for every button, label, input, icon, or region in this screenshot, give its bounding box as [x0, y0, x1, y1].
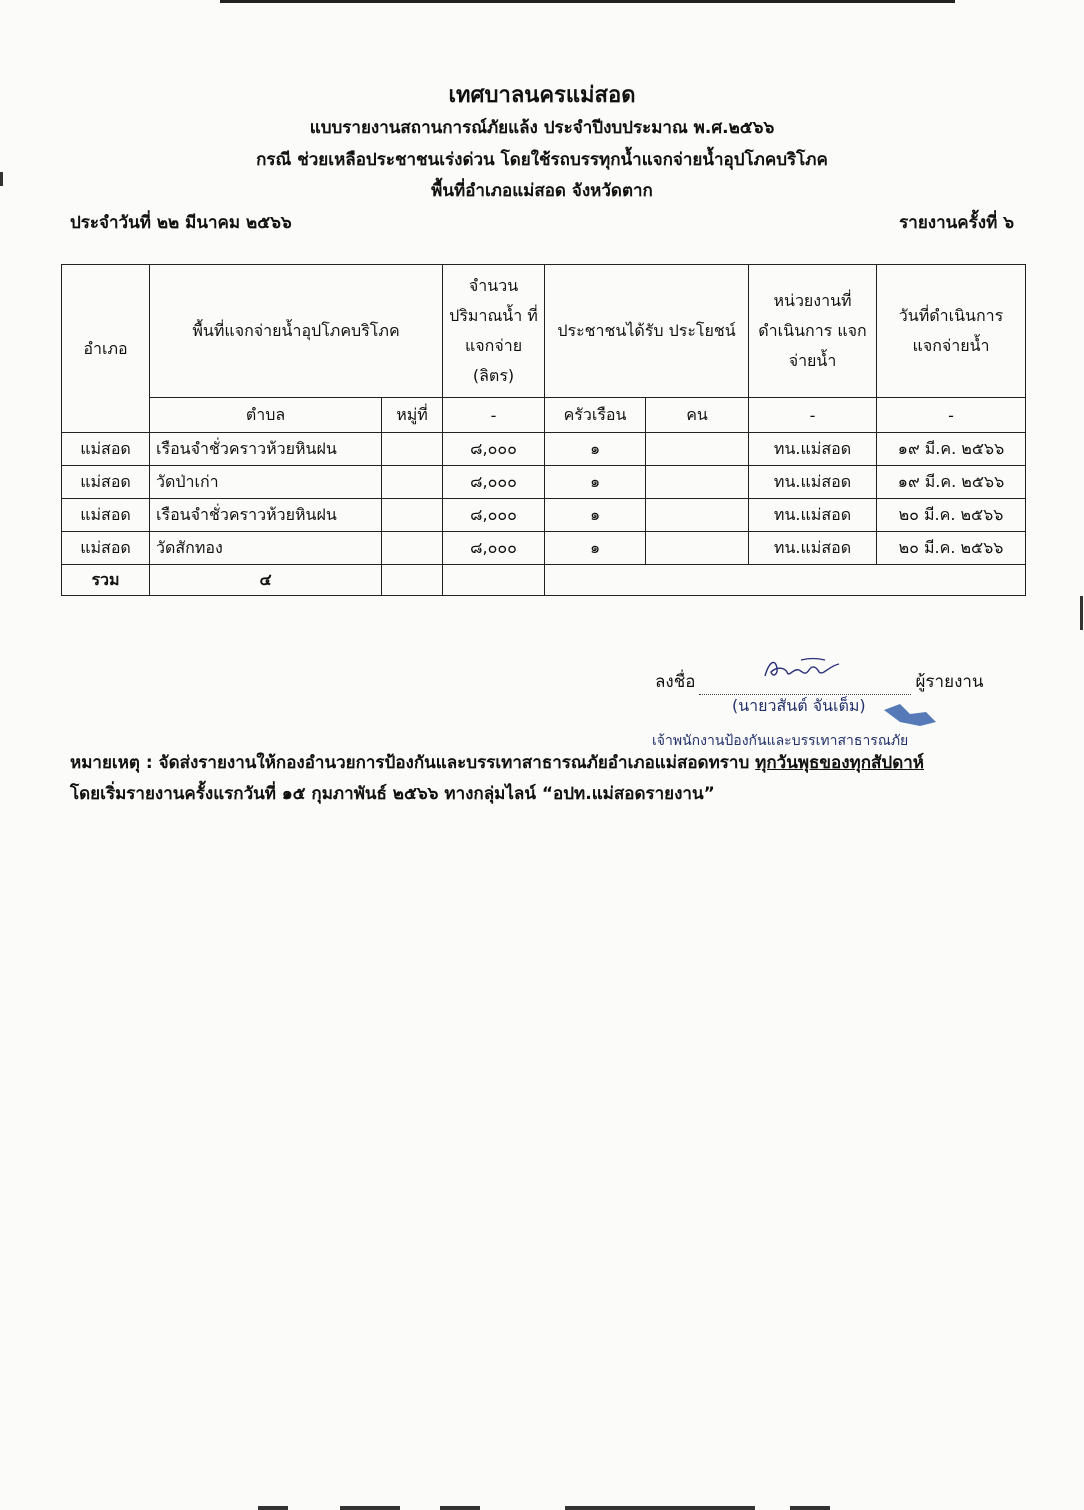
date-cell: ๑๙ มี.ค. ๒๕๖๖ [877, 433, 1026, 466]
report-table [61, 264, 1026, 596]
moo-cell [382, 433, 443, 466]
header-row [62, 265, 1026, 398]
total-volume-cell [443, 565, 545, 596]
bottom-edge-mark [258, 1506, 288, 1510]
total-moo-cell [382, 565, 443, 596]
sub-moo-header: หมู่ที่ [382, 398, 443, 433]
stamp-mark [880, 700, 940, 730]
person-cell [646, 532, 749, 565]
note-underlined-text: ทุกวันพุธของทุกสัปดาห์ [755, 753, 925, 773]
handwritten-signature [759, 654, 849, 688]
person-cell [646, 466, 749, 499]
case-line: กรณี ช่วยเหลือประชาชนเร่งด่วน โดยใช้รถบรรทุกน้ำแจกจ่ายน้ำอุปโภคบริโภค [256, 150, 828, 170]
table-row [62, 466, 1026, 499]
col-district-header: อำเภอ [62, 265, 150, 433]
sub-volume-header: - [443, 398, 545, 433]
district-cell: แม่สอด [62, 532, 150, 565]
total-remaining-cell [545, 565, 1026, 596]
person-cell [646, 499, 749, 532]
agency-cell: ทน.แม่สอด [749, 499, 877, 532]
sub-date-header: - [877, 398, 1026, 433]
bottom-edge-mark [790, 1506, 830, 1510]
report-date: ประจำวันที่ ๒๒ มีนาคม ๒๕๖๖ [70, 213, 292, 233]
signer-position: เจ้าพนักงานป้องกันและบรรเทาสาธารณภัย [652, 733, 909, 749]
volume-cell: ๘,๐๐๐ [443, 466, 545, 499]
table-row [62, 532, 1026, 565]
note-line-2: โดยเริ่มรายงานครั้งแรกวันที่ ๑๕ กุมภาพันธ์ ๒๕๖๖ ทางกลุ่มไลน์ “อปท.แม่สอดรายงาน” [70, 784, 715, 804]
report-number: รายงานครั้งที่ ๖ [899, 213, 1014, 233]
household-cell: ๑ [545, 466, 646, 499]
org-title: เทศบาลนครแม่สอด [448, 83, 636, 108]
area-line: พื้นที่อำเภอแม่สอด จังหวัดตาก [431, 181, 653, 201]
tambon-cell: เรือนจำชั่วคราวห้วยหินฝน [150, 433, 382, 466]
sub-tambon-header: ตำบล [150, 398, 382, 433]
note-main-text: หมายเหตุ : จัดส่งรายงานให้กองอำนวยการป้องกันและบรรเทาสาธารณภัยอำเภอแม่สอดทราบ [70, 753, 756, 773]
district-cell: แม่สอด [62, 433, 150, 466]
volume-cell: ๘,๐๐๐ [443, 433, 545, 466]
moo-cell [382, 466, 443, 499]
moo-cell [382, 499, 443, 532]
household-cell: ๑ [545, 499, 646, 532]
household-cell: ๑ [545, 532, 646, 565]
household-cell: ๑ [545, 433, 646, 466]
table-row [62, 433, 1026, 466]
total-value: ๔ [150, 565, 382, 596]
col-agency-header: หน่วยงานที่ ดำเนินการ แจกจ่ายน้ำ [749, 265, 877, 398]
total-label: รวม [62, 565, 150, 596]
signer-name: (นายวสันต์ จันเต็ม) [732, 696, 866, 715]
right-edge-mark [1080, 596, 1083, 630]
signature-dots [699, 676, 911, 695]
sub-household-header: ครัวเรือน [545, 398, 646, 433]
note-line-1 [70, 749, 924, 776]
reporter-label: ผู้รายงาน [915, 672, 984, 692]
table-row [62, 499, 1026, 532]
bottom-edge-mark [440, 1506, 480, 1510]
sign-label: ลงชื่อ [655, 672, 696, 692]
volume-cell: ๘,๐๐๐ [443, 499, 545, 532]
date-cell: ๒๐ มี.ค. ๒๕๖๖ [877, 532, 1026, 565]
district-cell: แม่สอด [62, 499, 150, 532]
signature-line [655, 668, 984, 695]
agency-cell: ทน.แม่สอด [749, 466, 877, 499]
col-volume-header: จำนวน ปริมาณน้ำ ที่แจกจ่าย (ลิตร) [443, 265, 545, 398]
col-benefit-header: ประชาชนได้รับ ประโยชน์ [545, 265, 749, 398]
sub-agency-header: - [749, 398, 877, 433]
bottom-edge-mark [340, 1506, 400, 1510]
date-cell: ๑๙ มี.ค. ๒๕๖๖ [877, 466, 1026, 499]
tambon-cell: วัดสักทอง [150, 532, 382, 565]
date-cell: ๒๐ มี.ค. ๒๕๖๖ [877, 499, 1026, 532]
bottom-edge-mark [565, 1506, 755, 1510]
sub-person-header: คน [646, 398, 749, 433]
col-area-header: พื้นที่แจกจ่ายน้ำอุปโภคบริโภค [150, 265, 443, 398]
agency-cell: ทน.แม่สอด [749, 433, 877, 466]
tambon-cell: วัดป่าเก่า [150, 466, 382, 499]
volume-cell: ๘,๐๐๐ [443, 532, 545, 565]
form-title: แบบรายงานสถานการณ์ภัยแล้ง ประจำปีงบประมาณ พ.ศ.๒๕๖๖ [309, 118, 775, 138]
top-border-line [220, 0, 955, 3]
moo-cell [382, 532, 443, 565]
col-date-header: วันที่ดำเนินการ แจกจ่ายน้ำ [877, 265, 1026, 398]
total-row [62, 565, 1026, 596]
agency-cell: ทน.แม่สอด [749, 532, 877, 565]
person-cell [646, 433, 749, 466]
subheader-row [62, 398, 1026, 433]
tambon-cell: เรือนจำชั่วคราวห้วยหินฝน [150, 499, 382, 532]
district-cell: แม่สอด [62, 466, 150, 499]
